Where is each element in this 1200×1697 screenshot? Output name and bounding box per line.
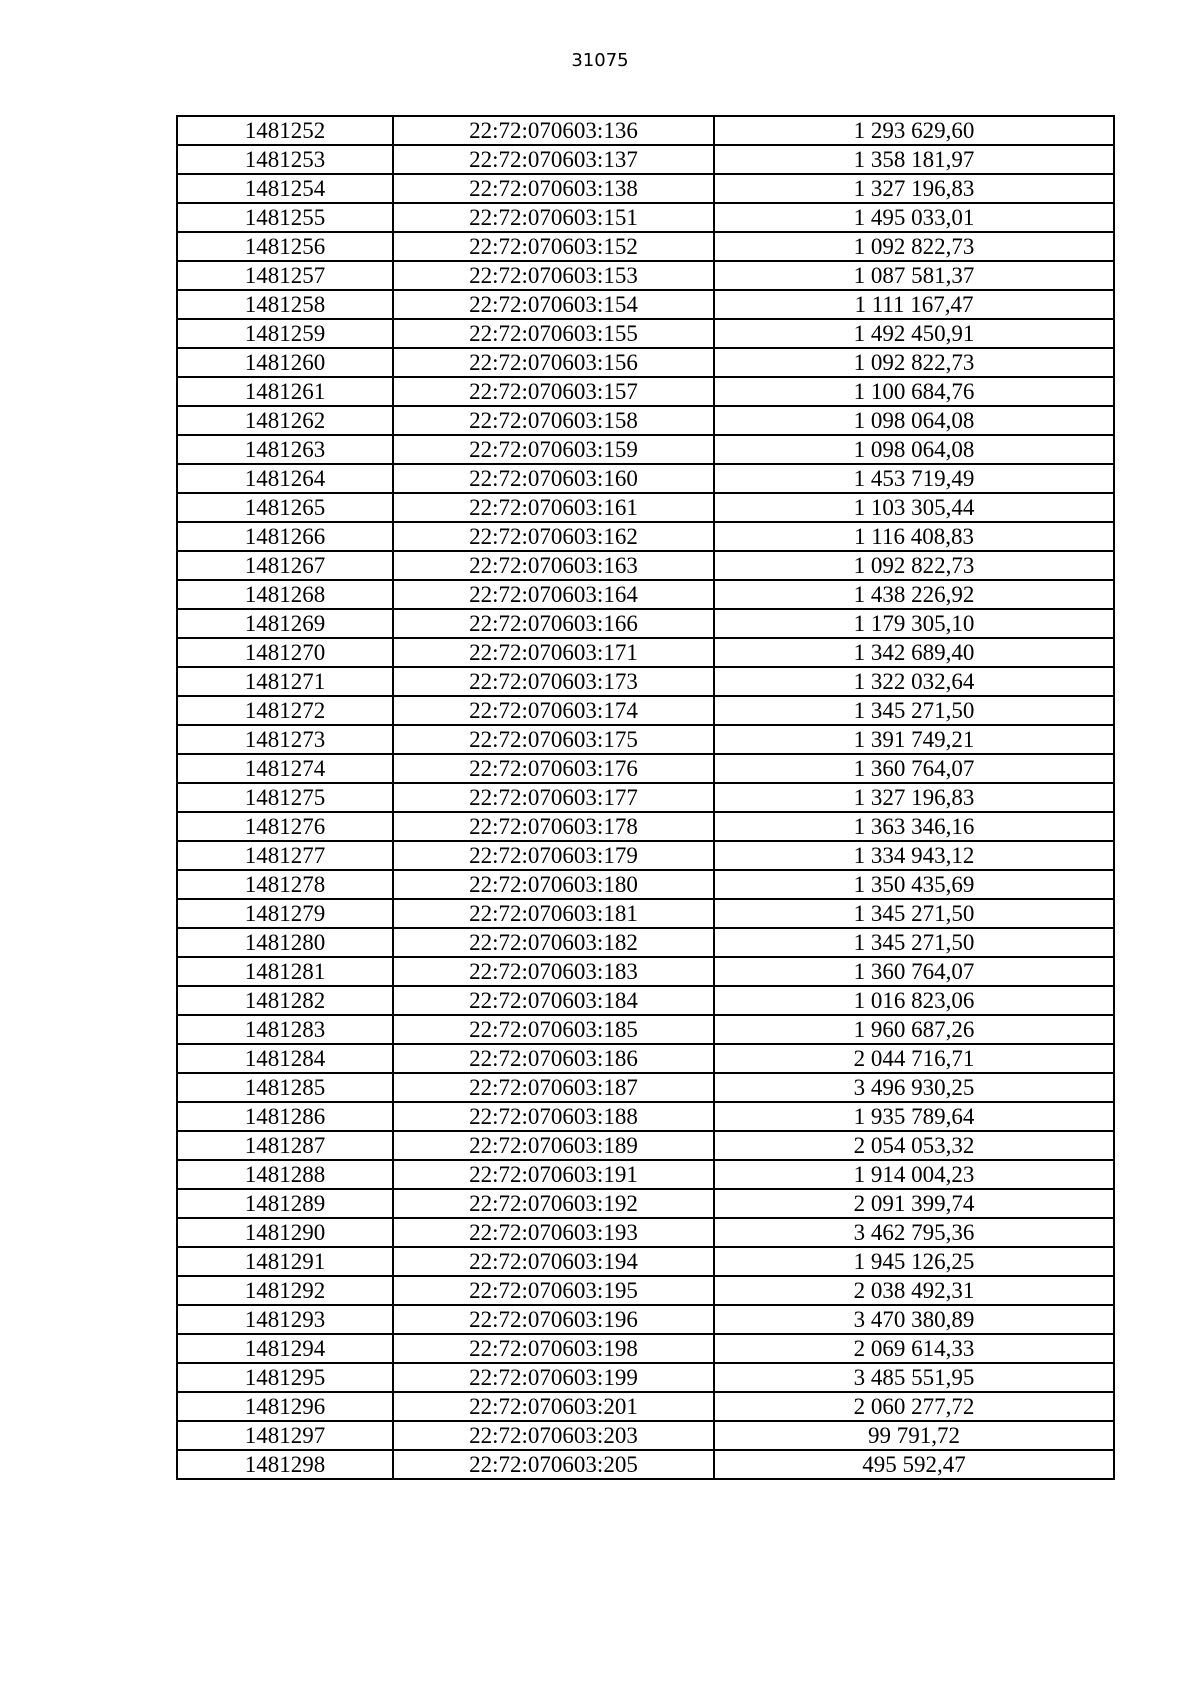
cadastral-value-cell: 1 438 226,92: [714, 580, 1114, 609]
record-number-cell: 1481285: [177, 1073, 393, 1102]
table-row: [177, 551, 1114, 580]
record-number-cell: 1481277: [177, 841, 393, 870]
record-number-cell: 1481274: [177, 754, 393, 783]
record-number-cell: 1481276: [177, 812, 393, 841]
record-number-cell: 1481295: [177, 1363, 393, 1392]
table-row: [177, 1276, 1114, 1305]
cadastral-number-cell: 22:72:070603:154: [393, 290, 714, 319]
record-number-cell: 1481258: [177, 290, 393, 319]
cadastral-number-cell: 22:72:070603:162: [393, 522, 714, 551]
cadastral-value-cell: 1 358 181,97: [714, 145, 1114, 174]
record-number-cell: 1481296: [177, 1392, 393, 1421]
cadastral-number-cell: 22:72:070603:177: [393, 783, 714, 812]
cadastral-value-cell: 3 496 930,25: [714, 1073, 1114, 1102]
table-row: [177, 1305, 1114, 1334]
record-number-cell: 1481269: [177, 609, 393, 638]
table-row: [177, 232, 1114, 261]
table-row: [177, 696, 1114, 725]
cadastral-value-cell: 1 103 305,44: [714, 493, 1114, 522]
table-row: [177, 754, 1114, 783]
cadastral-number-cell: 22:72:070603:187: [393, 1073, 714, 1102]
cadastral-number-cell: 22:72:070603:178: [393, 812, 714, 841]
cadastral-number-cell: 22:72:070603:156: [393, 348, 714, 377]
table-row: [177, 145, 1114, 174]
table-row: [177, 783, 1114, 812]
table-row: [177, 435, 1114, 464]
table-row: [177, 841, 1114, 870]
table-row: [177, 1102, 1114, 1131]
record-number-cell: 1481290: [177, 1218, 393, 1247]
table-row: [177, 1421, 1114, 1450]
cadastral-value-cell: 1 495 033,01: [714, 203, 1114, 232]
record-number-cell: 1481293: [177, 1305, 393, 1334]
cadastral-number-cell: 22:72:070603:171: [393, 638, 714, 667]
record-number-cell: 1481261: [177, 377, 393, 406]
cadastral-number-cell: 22:72:070603:192: [393, 1189, 714, 1218]
table-row: [177, 812, 1114, 841]
record-number-cell: 1481288: [177, 1160, 393, 1189]
cadastral-number-cell: 22:72:070603:191: [393, 1160, 714, 1189]
table-row: [177, 928, 1114, 957]
table-row: [177, 1073, 1114, 1102]
cadastral-value-cell: 1 092 822,73: [714, 551, 1114, 580]
table-row: [177, 348, 1114, 377]
cadastral-value-cell: 1 391 749,21: [714, 725, 1114, 754]
record-number-cell: 1481255: [177, 203, 393, 232]
cadastral-number-cell: 22:72:070603:198: [393, 1334, 714, 1363]
table-row: [177, 1247, 1114, 1276]
cadastral-number-cell: 22:72:070603:193: [393, 1218, 714, 1247]
record-number-cell: 1481283: [177, 1015, 393, 1044]
cadastral-number-cell: 22:72:070603:152: [393, 232, 714, 261]
table-row: [177, 1015, 1114, 1044]
record-number-cell: 1481286: [177, 1102, 393, 1131]
cadastral-value-cell: 2 054 053,32: [714, 1131, 1114, 1160]
cadastral-number-cell: 22:72:070603:161: [393, 493, 714, 522]
table-row: [177, 870, 1114, 899]
cadastral-number-cell: 22:72:070603:181: [393, 899, 714, 928]
cadastral-value-cell: 1 087 581,37: [714, 261, 1114, 290]
cadastral-number-cell: 22:72:070603:164: [393, 580, 714, 609]
table-row: [177, 1450, 1114, 1479]
cadastral-number-cell: 22:72:070603:160: [393, 464, 714, 493]
cadastral-number-cell: 22:72:070603:136: [393, 116, 714, 145]
cadastral-number-cell: 22:72:070603:173: [393, 667, 714, 696]
cadastral-number-cell: 22:72:070603:199: [393, 1363, 714, 1392]
table-row: [177, 638, 1114, 667]
record-number-cell: 1481291: [177, 1247, 393, 1276]
record-number-cell: 1481279: [177, 899, 393, 928]
table-row: [177, 290, 1114, 319]
record-number-cell: 1481280: [177, 928, 393, 957]
record-number-cell: 1481257: [177, 261, 393, 290]
record-number-cell: 1481254: [177, 174, 393, 203]
cadastral-value-cell: 495 592,47: [714, 1450, 1114, 1479]
table-row: [177, 522, 1114, 551]
cadastral-value-cell: 2 091 399,74: [714, 1189, 1114, 1218]
cadastral-value-cell: 2 060 277,72: [714, 1392, 1114, 1421]
registry-table-body: [177, 116, 1114, 1479]
cadastral-number-cell: 22:72:070603:159: [393, 435, 714, 464]
cadastral-value-cell: 1 327 196,83: [714, 783, 1114, 812]
table-row: [177, 377, 1114, 406]
cadastral-value-cell: 3 470 380,89: [714, 1305, 1114, 1334]
cadastral-number-cell: 22:72:070603:163: [393, 551, 714, 580]
record-number-cell: 1481256: [177, 232, 393, 261]
table-row: [177, 1363, 1114, 1392]
cadastral-number-cell: 22:72:070603:174: [393, 696, 714, 725]
table-row: [177, 261, 1114, 290]
record-number-cell: 1481252: [177, 116, 393, 145]
cadastral-value-cell: 1 342 689,40: [714, 638, 1114, 667]
table-row: [177, 1131, 1114, 1160]
cadastral-number-cell: 22:72:070603:137: [393, 145, 714, 174]
table-row: [177, 464, 1114, 493]
table-row: [177, 899, 1114, 928]
record-number-cell: 1481267: [177, 551, 393, 580]
record-number-cell: 1481260: [177, 348, 393, 377]
cadastral-number-cell: 22:72:070603:183: [393, 957, 714, 986]
cadastral-value-cell: 3 485 551,95: [714, 1363, 1114, 1392]
record-number-cell: 1481292: [177, 1276, 393, 1305]
cadastral-number-cell: 22:72:070603:194: [393, 1247, 714, 1276]
record-number-cell: 1481294: [177, 1334, 393, 1363]
record-number-cell: 1481287: [177, 1131, 393, 1160]
table-row: [177, 1189, 1114, 1218]
record-number-cell: 1481282: [177, 986, 393, 1015]
cadastral-value-cell: 1 914 004,23: [714, 1160, 1114, 1189]
cadastral-value-cell: 99 791,72: [714, 1421, 1114, 1450]
cadastral-value-cell: 3 462 795,36: [714, 1218, 1114, 1247]
cadastral-number-cell: 22:72:070603:179: [393, 841, 714, 870]
cadastral-value-cell: 1 092 822,73: [714, 232, 1114, 261]
cadastral-number-cell: 22:72:070603:184: [393, 986, 714, 1015]
cadastral-value-cell: 1 327 196,83: [714, 174, 1114, 203]
record-number-cell: 1481278: [177, 870, 393, 899]
cadastral-value-cell: 2 044 716,71: [714, 1044, 1114, 1073]
table-row: [177, 986, 1114, 1015]
cadastral-number-cell: 22:72:070603:205: [393, 1450, 714, 1479]
record-number-cell: 1481265: [177, 493, 393, 522]
record-number-cell: 1481273: [177, 725, 393, 754]
cadastral-value-cell: 1 360 764,07: [714, 957, 1114, 986]
cadastral-number-cell: 22:72:070603:188: [393, 1102, 714, 1131]
table-row: [177, 1334, 1114, 1363]
record-number-cell: 1481268: [177, 580, 393, 609]
cadastral-value-cell: 1 116 408,83: [714, 522, 1114, 551]
cadastral-number-cell: 22:72:070603:203: [393, 1421, 714, 1450]
cadastral-value-cell: 1 016 823,06: [714, 986, 1114, 1015]
cadastral-value-cell: 1 334 943,12: [714, 841, 1114, 870]
cadastral-value-cell: 1 363 346,16: [714, 812, 1114, 841]
cadastral-value-cell: 1 345 271,50: [714, 696, 1114, 725]
cadastral-value-cell: 2 069 614,33: [714, 1334, 1114, 1363]
record-number-cell: 1481284: [177, 1044, 393, 1073]
cadastral-number-cell: 22:72:070603:158: [393, 406, 714, 435]
table-row: [177, 1044, 1114, 1073]
cadastral-value-cell: 1 322 032,64: [714, 667, 1114, 696]
record-number-cell: 1481281: [177, 957, 393, 986]
table-row: [177, 174, 1114, 203]
table-row: [177, 493, 1114, 522]
record-number-cell: 1481298: [177, 1450, 393, 1479]
record-number-cell: 1481275: [177, 783, 393, 812]
table-row: [177, 116, 1114, 145]
table-row: [177, 319, 1114, 348]
cadastral-number-cell: 22:72:070603:201: [393, 1392, 714, 1421]
record-number-cell: 1481272: [177, 696, 393, 725]
cadastral-value-cell: 1 935 789,64: [714, 1102, 1114, 1131]
table-row: [177, 1218, 1114, 1247]
cadastral-value-cell: 1 360 764,07: [714, 754, 1114, 783]
record-number-cell: 1481297: [177, 1421, 393, 1450]
cadastral-value-cell: 1 293 629,60: [714, 116, 1114, 145]
record-number-cell: 1481259: [177, 319, 393, 348]
cadastral-number-cell: 22:72:070603:138: [393, 174, 714, 203]
cadastral-value-cell: 1 960 687,26: [714, 1015, 1114, 1044]
record-number-cell: 1481264: [177, 464, 393, 493]
cadastral-number-cell: 22:72:070603:189: [393, 1131, 714, 1160]
cadastral-value-cell: 2 038 492,31: [714, 1276, 1114, 1305]
table-row: [177, 609, 1114, 638]
table-row: [177, 957, 1114, 986]
cadastral-value-cell: 1 453 719,49: [714, 464, 1114, 493]
cadastral-value-cell: 1 092 822,73: [714, 348, 1114, 377]
cadastral-value-cell: 1 100 684,76: [714, 377, 1114, 406]
registry-table: [176, 115, 1115, 1480]
record-number-cell: 1481262: [177, 406, 393, 435]
table-row: [177, 1160, 1114, 1189]
cadastral-number-cell: 22:72:070603:153: [393, 261, 714, 290]
cadastral-number-cell: 22:72:070603:176: [393, 754, 714, 783]
table-row: [177, 725, 1114, 754]
table-row: [177, 580, 1114, 609]
cadastral-number-cell: 22:72:070603:182: [393, 928, 714, 957]
table-row: [177, 406, 1114, 435]
cadastral-number-cell: 22:72:070603:157: [393, 377, 714, 406]
cadastral-number-cell: 22:72:070603:196: [393, 1305, 714, 1334]
cadastral-number-cell: 22:72:070603:175: [393, 725, 714, 754]
cadastral-value-cell: 1 345 271,50: [714, 928, 1114, 957]
cadastral-number-cell: 22:72:070603:180: [393, 870, 714, 899]
cadastral-number-cell: 22:72:070603:166: [393, 609, 714, 638]
cadastral-value-cell: 1 111 167,47: [714, 290, 1114, 319]
record-number-cell: 1481263: [177, 435, 393, 464]
cadastral-number-cell: 22:72:070603:151: [393, 203, 714, 232]
cadastral-number-cell: 22:72:070603:155: [393, 319, 714, 348]
cadastral-value-cell: 1 179 305,10: [714, 609, 1114, 638]
cadastral-value-cell: 1 350 435,69: [714, 870, 1114, 899]
record-number-cell: 1481253: [177, 145, 393, 174]
table-row: [177, 667, 1114, 696]
cadastral-number-cell: 22:72:070603:185: [393, 1015, 714, 1044]
record-number-cell: 1481270: [177, 638, 393, 667]
cadastral-value-cell: 1 492 450,91: [714, 319, 1114, 348]
table-row: [177, 1392, 1114, 1421]
cadastral-value-cell: 1 098 064,08: [714, 435, 1114, 464]
cadastral-value-cell: 1 945 126,25: [714, 1247, 1114, 1276]
cadastral-value-cell: 1 098 064,08: [714, 406, 1114, 435]
cadastral-number-cell: 22:72:070603:186: [393, 1044, 714, 1073]
cadastral-value-cell: 1 345 271,50: [714, 899, 1114, 928]
record-number-cell: 1481289: [177, 1189, 393, 1218]
cadastral-number-cell: 22:72:070603:195: [393, 1276, 714, 1305]
table-row: [177, 203, 1114, 232]
page-number: 31075: [571, 50, 629, 71]
record-number-cell: 1481271: [177, 667, 393, 696]
record-number-cell: 1481266: [177, 522, 393, 551]
